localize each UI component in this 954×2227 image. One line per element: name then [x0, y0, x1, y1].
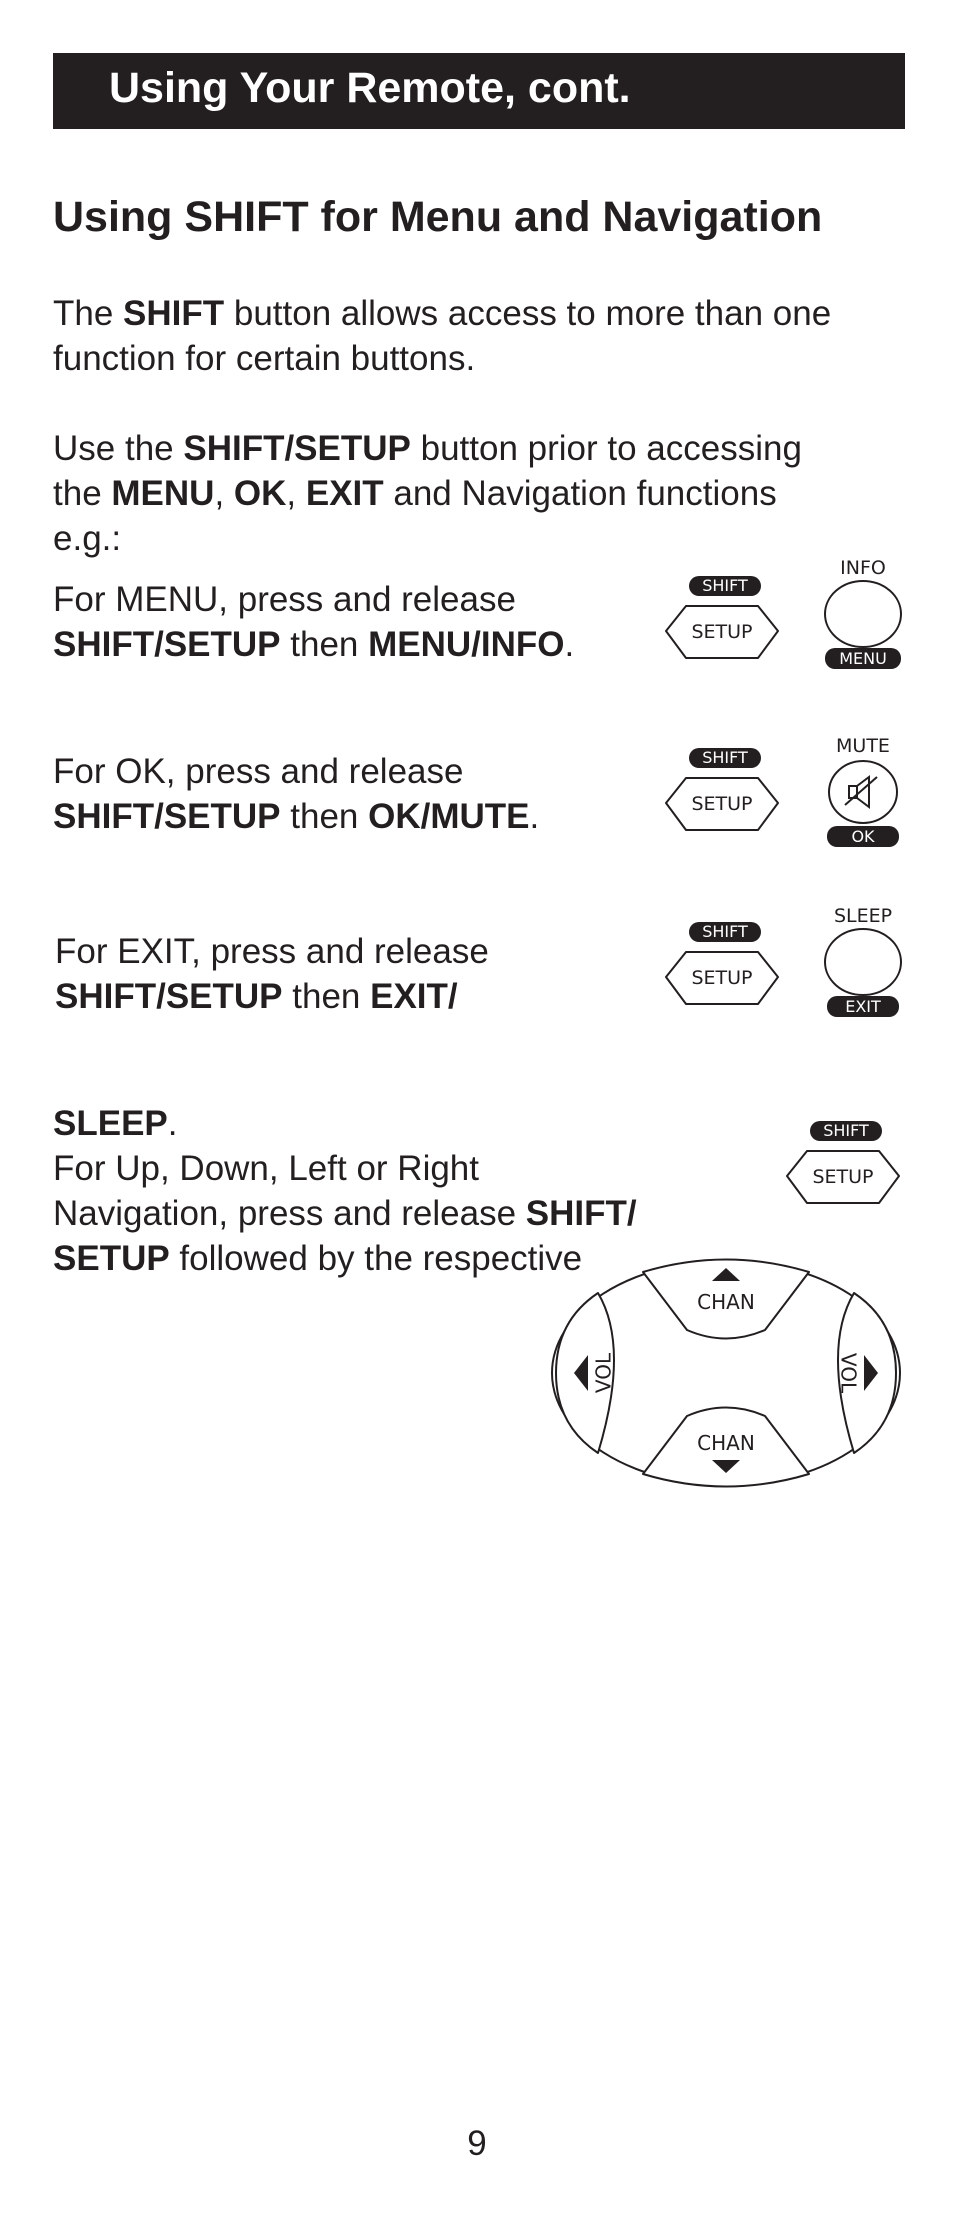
vol-left-label: VOL [591, 1352, 616, 1394]
step-menu-text: For MENU, press and release SHIFT/SETUP then MENU/INFO. [53, 580, 575, 664]
step-exit-text: For EXIT, press and release SHIFT/SETUP then EXIT/ [55, 932, 489, 1016]
ok-label: OK [851, 827, 875, 846]
shift-setup-button[interactable] [660, 746, 784, 842]
step-nav-text: SLEEP. For Up, Down, Left or Right Navigation, press and release SHIFT/ SETUP followed by the respective [53, 1104, 637, 1278]
chan-up-label: CHAN [697, 1290, 755, 1314]
navigation-pad [548, 1255, 904, 1491]
sleep-label: SLEEP [833, 905, 893, 927]
shift-label: SHIFT [702, 748, 748, 767]
menu-label: MENU [839, 649, 887, 668]
shift-setup-button[interactable] [660, 920, 784, 1016]
shift-setup-button[interactable] [781, 1119, 905, 1215]
header-bar [53, 53, 905, 129]
setup-label: SETUP [691, 793, 753, 815]
ok-mute-button-shape [829, 761, 897, 823]
mute-label: MUTE [836, 735, 890, 757]
exit-label: EXIT [845, 997, 881, 1016]
exit-sleep-button-shape [825, 929, 901, 995]
setup-label: SETUP [691, 621, 753, 643]
shift-label: SHIFT [702, 576, 748, 595]
section-title: Using SHIFT for Menu and Navigation [53, 193, 823, 241]
vol-right-label: VOL [836, 1352, 861, 1394]
menu-info-button-shape [825, 581, 901, 647]
ok-mute-button[interactable] [815, 733, 911, 851]
info-label: INFO [840, 557, 886, 579]
chan-down-label: CHAN [697, 1431, 755, 1455]
shift-label: SHIFT [823, 1121, 869, 1140]
intro-paragraph-2: Use the SHIFT/SETUP button prior to accessing the MENU, OK, EXIT and Navigation functions e.g.: [53, 429, 802, 558]
shift-label: SHIFT [702, 922, 748, 941]
shift-setup-button[interactable] [660, 574, 784, 670]
header-title: Using Your Remote, cont. [109, 64, 631, 112]
setup-label: SETUP [691, 967, 753, 989]
page-number: 9 [467, 2124, 487, 2163]
menu-info-button[interactable] [815, 555, 911, 673]
step-ok-text: For OK, press and release SHIFT/SETUP then OK/MUTE. [53, 752, 540, 836]
intro-paragraph-1: The SHIFT button allows access to more than one function for certain buttons. [53, 294, 832, 378]
exit-sleep-button[interactable] [815, 903, 911, 1021]
setup-label: SETUP [812, 1166, 874, 1188]
